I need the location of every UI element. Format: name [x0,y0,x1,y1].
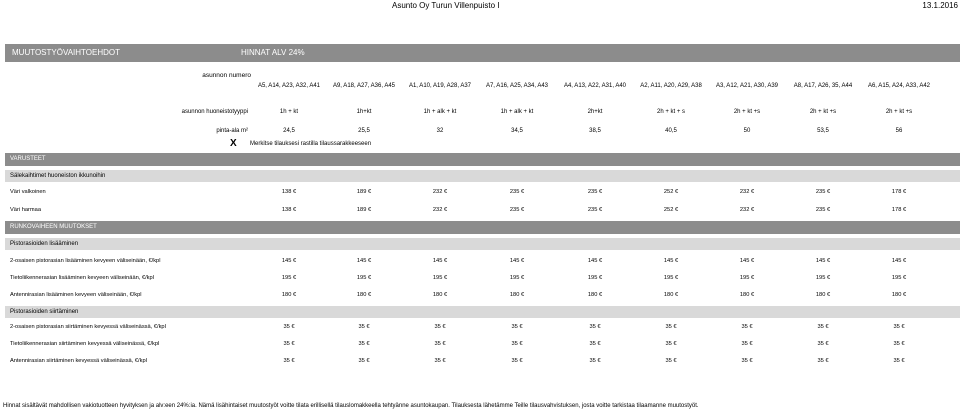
price-cell: 178 € [891,207,907,213]
apartment-number-label: asunnon numero [202,72,251,79]
apartment-type: 2h+kt [587,109,603,115]
apartment-group: A2, A11, A20, A29, A38 [640,83,702,89]
apartment-area: 40,5 [665,128,677,134]
apartment-group: A3, A12, A21, A30, A39 [715,83,779,89]
section-runkovaihe: RUNKOVAIHEEN MUUTOKSET [5,221,960,234]
price-cell: 180 € [815,292,831,298]
price-cell: 35 € [817,324,829,330]
apartment-group: A5, A14, A23, A32, A41 [257,83,321,89]
apartment-group: A8, A17, A26, 35, A44 [793,83,853,89]
apartment-type: 2h + kt +s [733,109,761,115]
page-header [0,0,960,12]
price-cell: 35 € [741,358,753,364]
row-label: Antennirasian siirtäminen kevyessä väliseinässä, €/kpl [10,358,147,364]
price-cell: 195 € [587,275,603,281]
price-cell: 195 € [356,275,372,281]
price-cell: 35 € [358,341,370,347]
price-cell: 232 € [432,189,448,195]
price-cell: 35 € [741,341,753,347]
price-cell: 35 € [511,358,523,364]
price-cell: 35 € [589,324,601,330]
apartment-type: 2h + kt + s [656,109,686,115]
apartment-area: 24,5 [283,128,295,134]
price-cell: 180 € [891,292,907,298]
price-cell: 145 € [587,258,603,264]
price-cell: 195 € [432,275,448,281]
section-salekaihtimet: Sälekaihtimet huoneiston ikkunoihin [5,170,960,182]
row-label: 2-osaisen pistorasian lisääminen kevyeen väliseinään, €/kpl [10,258,161,264]
price-cell: 138 € [281,189,297,195]
price-cell: 178 € [891,189,907,195]
price-cell: 35 € [665,324,677,330]
price-cell: 235 € [815,207,831,213]
price-cell: 35 € [434,341,446,347]
type-label: asunnon huoneistotyyppi [181,109,248,115]
price-cell: 145 € [281,258,297,264]
price-cell: 232 € [739,207,755,213]
apartment-area: 53,5 [817,128,829,134]
price-cell: 180 € [587,292,603,298]
price-cell: 35 € [817,341,829,347]
order-mark: X [230,138,237,149]
row-label: Tietoliikennerasian siirtäminen kevyessä väliseinässä, €/kpl [10,341,160,347]
price-cell: 35 € [434,358,446,364]
price-cell: 235 € [509,189,525,195]
price-cell: 35 € [511,341,523,347]
row-label: Väri harmaa [10,207,41,213]
title-bar [5,44,960,62]
price-cell: 145 € [509,258,525,264]
price-cell: 195 € [509,275,525,281]
price-cell: 180 € [739,292,755,298]
price-cell: 195 € [739,275,755,281]
section-varusteet: VARUSTEET [5,153,960,166]
price-cell: 145 € [432,258,448,264]
row-label: Väri valkoinen [10,189,46,195]
apartment-type: 1h + kt [279,109,299,115]
price-cell: 145 € [815,258,831,264]
apartment-group: A4, A13, A22, A31, A40 [563,83,627,89]
price-cell: 138 € [281,207,297,213]
area-label: pinta-ala m² [216,128,248,134]
apartment-group: A7, A16, A25, A34, A43 [485,83,549,89]
price-cell: 235 € [509,207,525,213]
price-cell: 235 € [587,189,603,195]
price-cell: 35 € [283,324,295,330]
section-pistorasia-siirtaminen: Pistorasioiden siirtäminen [5,306,960,318]
company-name: Asunto Oy Turun Villenpuisto I [392,1,500,10]
apartment-area: 38,5 [589,128,601,134]
apartment-type: 2h + kt +s [809,109,837,115]
date: 13.1.2016 [922,1,958,10]
price-cell: 252 € [663,207,679,213]
price-cell: 235 € [587,207,603,213]
price-cell: 35 € [589,358,601,364]
order-note: Merkitse tilauksesi rastilla tilaussarakkeeseen [250,141,372,147]
page-title: MUUTOSTYÖVAIHTOEHDOT [12,48,121,57]
price-cell: 232 € [739,189,755,195]
price-cell: 195 € [663,275,679,281]
apartment-area: 56 [895,128,903,134]
price-cell: 252 € [663,189,679,195]
price-cell: 180 € [432,292,448,298]
price-cell: 145 € [891,258,907,264]
price-cell: 35 € [741,324,753,330]
price-cell: 145 € [663,258,679,264]
apartment-type: 1h + alk + kt [423,109,457,115]
price-cell: 189 € [356,189,372,195]
price-cell: 35 € [665,358,677,364]
price-cell: 195 € [815,275,831,281]
apartment-group: A9, A18, A27, A36, A45 [332,83,396,89]
price-cell: 180 € [356,292,372,298]
price-cell: 35 € [893,324,905,330]
price-cell: 180 € [663,292,679,298]
price-note: HINNAT ALV 24% [241,48,305,57]
price-cell: 189 € [356,207,372,213]
price-cell: 35 € [434,324,446,330]
price-cell: 35 € [665,341,677,347]
price-cell: 35 € [893,358,905,364]
price-cell: 145 € [356,258,372,264]
apartment-area: 50 [743,128,751,134]
price-cell: 35 € [817,358,829,364]
section-pistorasia-lisaaminen: Pistorasioiden lisääminen [5,238,960,250]
price-cell: 180 € [281,292,297,298]
apartment-area: 34,5 [511,128,523,134]
apartment-type: 1h + alk + kt [500,109,534,115]
price-cell: 195 € [281,275,297,281]
apartment-group: A1, A10, A19, A28, A37 [408,83,472,89]
row-label: Antennirasian lisääminen kevyeen väliseinään, €/kpl [10,292,142,298]
apartment-area: 25,5 [358,128,370,134]
price-cell: 35 € [358,358,370,364]
price-cell: 232 € [432,207,448,213]
apartment-type: 1h+kt [356,109,372,115]
price-cell: 35 € [589,341,601,347]
price-cell: 235 € [815,189,831,195]
apartment-area: 32 [436,128,444,134]
price-cell: 35 € [283,341,295,347]
price-cell: 35 € [358,324,370,330]
price-cell: 145 € [739,258,755,264]
price-cell: 180 € [509,292,525,298]
apartment-type: 2h + kt +s [885,109,913,115]
footer-note: Hinnat sisältävät mahdollisen vakiotuotteen hyvityksen ja alv:een 24%:ia. Nämä lisähintaiset muutostyöt voitte tilata erillisellä tilauslomakkeella tehtyänne asuntokaupan. Tilauksesta lähetämme Teille tilausvahvistuksen, josta voitte tarkistaa tilaamanne muutostyöt. [3,403,699,409]
price-cell: 195 € [891,275,907,281]
price-cell: 35 € [893,341,905,347]
price-cell: 35 € [511,324,523,330]
price-cell: 35 € [283,358,295,364]
row-label: Tietoliikennerasian lisääminen kevyeen väliseinään, €/kpl [10,275,154,281]
apartment-group: A6, A15, A24, A33, A42 [867,83,931,89]
row-label: 2-osaisen pistorasian siirtäminen kevyessä väliseinässä, €/kpl [10,324,166,330]
